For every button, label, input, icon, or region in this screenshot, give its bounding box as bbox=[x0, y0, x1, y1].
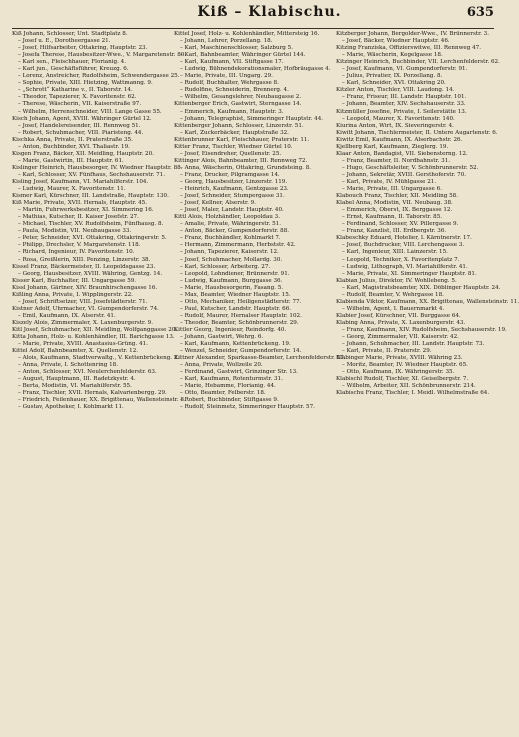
directory-entry: Klabinger Marie, Private, XVIII. Währing 23. bbox=[336, 355, 463, 362]
directory-entry: Kissel Franz, Bäckermeister, II. Leopoldsgasse 23. bbox=[12, 263, 156, 270]
directory-entry: – Johann, Beamter, XIV. Sechshauserstr. 33. bbox=[342, 101, 466, 108]
directory-entry: – Karl, Kaufmann, Kettenbrückeng. 19. bbox=[180, 341, 291, 348]
directory-entry: – Franz, Friseur, III. Landstr. Hauptstr. 101. bbox=[342, 94, 467, 101]
directory-entry: – Karl, Maschinenschlosser, Salzburg 5. bbox=[180, 45, 293, 52]
directory-entry: Kitzberger Johann, Bergolder-Wwe., IV. Brünnerstr. 3. bbox=[336, 31, 490, 37]
directory-entry: – Michael, Tischler, XV. Rudolfsheim, Fünfhausg. 8. bbox=[18, 221, 164, 228]
directory-entry: – Marie, Hausbesorgerin, Fasang. 5. bbox=[180, 284, 284, 291]
directory-entry: – Marie, Private, III. Ungargasse 6. bbox=[342, 186, 442, 193]
directory-entry: Kittler Georg, Ingenieur, Reindorfg. 40. bbox=[174, 326, 287, 333]
directory-entry: Kitzmüller Josefine, Private, I. Seilerstätte 13. bbox=[336, 108, 467, 115]
directory-entry: – Josef, Hilfsarbeiter, Ottakring, Hauptstr. 23. bbox=[18, 45, 148, 52]
directory-entry: – Josef, Schneider, Stumpergasse 31. bbox=[180, 193, 285, 200]
running-head-title: Kiß – Klabischu. bbox=[197, 4, 342, 20]
directory-entry: – Rudolf, Steinmetz, Simmeringer Hauptstr. 57. bbox=[180, 404, 315, 411]
directory-entry: – Marie, Private, III. Ungarg. 29. bbox=[180, 73, 273, 80]
directory-entry: – Ludwig, Kaufmann, Burggasse 36. bbox=[180, 277, 283, 284]
directory-entry: Kittenberger Erich, Gastwirt, Sterngasse 14. bbox=[174, 101, 302, 108]
directory-entry: – Karl, Kaufmann, VII. Stiftgasse 17. bbox=[180, 59, 284, 66]
directory-entry: – Heinrich, Kaufmann, Gentzgasse 23. bbox=[180, 186, 289, 193]
directory-entry: – Wilhelm, Agent, I. Bauernmarkt 4. bbox=[342, 305, 445, 312]
directory-entry: – Ludwig, Maurer, X. Favoritenstr. 11. bbox=[18, 186, 126, 193]
directory-entry: – Josef, Kellner, Alserstr. 9. bbox=[180, 200, 256, 207]
directory-entry: Kitzler Anton, Tischler, VIII. Laudong. 14. bbox=[336, 87, 455, 94]
directory-entry: – Karl, Private, II. Praterstr. 29. bbox=[342, 348, 432, 355]
directory-entry: Klabing Anna, Private, X. Laxenburgerstr. 43. bbox=[336, 319, 466, 326]
directory-entry: – Alois, Kaufmann, Stadtverwaltg., V. Kettenbrückeng. 2. bbox=[18, 355, 180, 362]
directory-entry: – Johann, Gastwirt, Wehrg. 6. bbox=[180, 334, 264, 341]
directory-entry: – Max, Beamter, Wiedner Hauptstr. 15. bbox=[180, 291, 291, 298]
directory-entry: – „Schrott“ Katharine v., II. Taborstr. 14. bbox=[18, 87, 133, 94]
directory-entry: – Karl sen., Fleischhauer, Florianig. 4. bbox=[18, 59, 126, 66]
directory-entry: – Lorenz, Anstreicher, Rudolfsheim, Schwendergasse 25. bbox=[18, 73, 180, 80]
directory-entry: – Karl, Ingenieur, XIII. Lainzerstr. 15. bbox=[342, 249, 448, 256]
directory-columns bbox=[12, 31, 519, 731]
directory-entry: – August, Hauptmann, III. Radetzkystr. 4. bbox=[18, 376, 136, 383]
directory-entry: – Josef, Handelsreisender, III. Rennweg 51. bbox=[18, 122, 141, 129]
directory-entry: – Anna, Private, I. Schottenring 18. bbox=[18, 362, 118, 369]
directory-entry: Kitzinger Heinrich, Buchbinder, VII. Lerchenfelderstr. 62. bbox=[336, 59, 500, 66]
directory-entry: Klaar Anton, Bandagist, VII. Siebensterng. 12. bbox=[336, 150, 468, 157]
directory-entry: – Paula, Modistin, VII. Neubaugasse 33. bbox=[18, 228, 132, 235]
page-header bbox=[12, 0, 494, 26]
directory-entry: – Otto, Beamter, Felberstr. 18. bbox=[180, 390, 266, 397]
directory-entry: Kiurina Anton, Wirt, IX. Sieveringerstr. 4. bbox=[336, 122, 454, 129]
directory-entry: – Franz, Beamter, II. Nordbahnstr. 31. bbox=[342, 157, 451, 164]
directory-entry: – Karl, Kaufmann, Rotenturmstr. 31. bbox=[180, 376, 283, 383]
directory-entry: Kislinger Heinrich, Hausbesorger, IV. Wiedner Hauptstr. 88. bbox=[12, 164, 183, 171]
directory-entry: Klabouch Franz, Tischler, XII. Meidling 58. bbox=[336, 193, 459, 200]
directory-entry: – Ernst, Kaufmann, II. Taborstr. 85. bbox=[342, 214, 443, 221]
directory-entry: – Otto, Mechaniker, Heiligenstädterstr. 77. bbox=[180, 298, 302, 305]
directory-entry: – Otto, Kaufmann, IX. Währingerstr. 35. bbox=[342, 369, 455, 376]
directory-entry: Kisgen Franz, Bäcker, XII. Meidling, Hauptstr. 20. bbox=[12, 150, 154, 157]
directory-entry: – Marie, Private, XVIII. Anastasius-Grüng. 41. bbox=[18, 341, 148, 348]
directory-entry: Kismer Karl, Kürschner, III. Landstraße, Hauptstr. 130. bbox=[12, 193, 169, 200]
directory-entry: – Marie, Private, XI. Simmeringer Hauptstr. 81. bbox=[342, 270, 477, 277]
directory-entry: Klabel Anna, Modistin, VII. Neubaug. 38. bbox=[336, 200, 453, 207]
directory-entry: – Johann, Telegraphist, Simmeringer Hauptstr. 44. bbox=[180, 115, 324, 122]
directory-entry: – Ludwig, Lithograph, VI. Mariahilferstr. 41. bbox=[342, 263, 468, 270]
directory-entry: – Josef, Buchdrucker, VIII. Lerchengasse 3. bbox=[342, 242, 465, 249]
directory-entry: – Therese, Wäscherin, VII. Kaiserstraße 97. bbox=[18, 101, 142, 108]
directory-entry: – Josef, Eisendreher, Quellenstr. 25. bbox=[180, 150, 282, 157]
directory-entry: – Marie, Hebamme, Florianig. 44. bbox=[180, 383, 276, 390]
directory-entry: Kiß Marie, Private, XVII. Hernals, Hauptstr. 45. bbox=[12, 200, 147, 207]
directory-entry: Kjellberg Karl, Kaufmann, Zieglerg. 19. bbox=[336, 143, 449, 150]
directory-entry: – Johann, Sekretär, XVIII. Gersthoferstr. 70. bbox=[342, 171, 467, 178]
directory-entry: – Anna, Wäscherin, Ottakring, Grundsteing. 8. bbox=[180, 164, 312, 171]
directory-entry: – Emmerich, Oberst, IX. Berggasse 12. bbox=[342, 207, 453, 214]
directory-entry: Kiwitt Johann, Tischlermeister, II. Untere Augartenstr. 6. bbox=[336, 129, 498, 136]
directory-entry: Kißling Anna, Private, I. Wipplingerstr. 22. bbox=[12, 291, 133, 298]
directory-entry: – Karl, Bahnbeamter, Währinger Gürtel 144. bbox=[180, 52, 306, 59]
directory-entry: – Theodor, Tapezierer, X. Favoritenstr. 62. bbox=[18, 94, 137, 101]
directory-entry: Kischka Anna, Private, II. Praterstraße 35. bbox=[12, 136, 133, 143]
directory-entry: Kittenberger Johann, Schlosser, Linzerstr. 51. bbox=[174, 122, 304, 129]
directory-entry: – Friedrich, Feilenhauer, XX. Brigittenau, Wallensteinstr. 8. bbox=[18, 397, 186, 404]
directory-entry: – Wilhelm, Herrenschneider, VIII. Lange Gasse 55. bbox=[18, 108, 162, 115]
directory-entry: – Georg, Hausbesitzer, XVIII. Währing, Gentzg. 14. bbox=[18, 270, 163, 277]
directory-entry: – Josef, Schriftsetzer, VIII. Josefstädterstr. 71. bbox=[18, 298, 148, 305]
directory-entry: Klabier Josef, Kürschner, VII. Burggasse 64. bbox=[336, 312, 461, 319]
directory-entry: Kiwitz Emil, Kaufmann, IX. Alserbachstr. 26. bbox=[336, 136, 463, 143]
directory-entry: – Karl, Private, IV. Mühlgasse 21. bbox=[342, 178, 437, 185]
directory-entry: – Franz, Buchhändler, Kohlmarkt 7. bbox=[180, 235, 281, 242]
directory-entry: – Karl, Zuckerbäcker, Hauptstraße 32. bbox=[180, 129, 289, 136]
directory-entry: Kitl Josef, Schuhmacher, XII. Meidling, Wolfganggasse 20. bbox=[12, 326, 178, 333]
directory-entry: – Karl, Schneider, XVI. Ottakring 20. bbox=[342, 80, 446, 87]
directory-entry: – Rudolf, Beamter, V. Wehrgasse 18. bbox=[342, 291, 444, 298]
directory-entry: – Paul, Kutscher, Landstr. Hauptstr. 66. bbox=[180, 305, 292, 312]
directory-entry: Kissl Johann, Gärtner, XIV. Braunhirschengasse 16. bbox=[12, 284, 158, 291]
directory-entry: Kittel Adolf, Bahnbeamter, X. Quellenstr. 12. bbox=[12, 348, 139, 355]
directory-entry: – Johann, Schuhmacher, III. Landstr. Hauptstr. 73. bbox=[342, 341, 485, 348]
directory-entry: – Johann, Tapezierer, Kaiserstr. 12. bbox=[180, 249, 279, 256]
directory-entry: – Karl, Schlosser, Arbeiterg. 27. bbox=[180, 263, 271, 270]
directory-entry: – Berta, Modistin, VI. Mariahilferstr. 55. bbox=[18, 383, 132, 390]
directory-entry: – Robert, Schuhmacher, VIII. Piaristeng. 44. bbox=[18, 129, 144, 136]
directory-entry: – Franz, Kaufmann, XIV. Rudolfsheim, Sechshauserstr. 19. bbox=[342, 326, 507, 333]
directory-entry: Klabischl Rudolf, Tischler, XI. Geiselbergstr. 7. bbox=[336, 376, 469, 383]
directory-entry: – Anton, Schlosser, XVI. Neulerchenfelderstr. 63. bbox=[18, 369, 157, 376]
directory-entry: – Rudolfine, Schneiderin, Brennerg. 4. bbox=[180, 87, 289, 94]
directory-entry: – Karl, Magistratsbeamter, XIX. Döblinger Hauptstr. 24. bbox=[342, 284, 501, 291]
directory-entry: Kisling Josef, Kaufmann, VI. Mariahilferstr. 104. bbox=[12, 178, 149, 185]
directory-entry: – Richard, Ingenieur, IV. Favoritenstr. 10. bbox=[18, 249, 135, 256]
directory-entry: – Josef, Kaufmann, VI. Gumpendorferstr. 91. bbox=[342, 66, 468, 73]
directory-entry: – Anton, Bäcker, Gumpendorferstr. 88. bbox=[180, 228, 290, 235]
directory-entry: – Sophie, Private, XIII. Hietzing, Wattmanng. 9. bbox=[18, 80, 153, 87]
directory-entry: – Josef, Schuhmacher, Mollardg. 30. bbox=[180, 256, 283, 263]
directory-entry: – Georg, Zimmermaler, VII. Kaiserstr. 42. bbox=[342, 334, 459, 341]
directory-entry: – Franz, Kanzlist, III. Erdbergstr. 36. bbox=[342, 228, 447, 235]
directory-entry: – Josef u. E., Dorotheergasse 21. bbox=[18, 38, 111, 45]
directory-entry: – Josef, Maler, Landstr. Hauptstr. 40. bbox=[180, 207, 284, 214]
directory-entry: – Hermann, Zimmermann, Herbststr. 42. bbox=[180, 242, 296, 249]
directory-entry: – Wilhelm, Arbeiter, XII. Schönbrunnerstr. 214. bbox=[342, 383, 476, 390]
directory-entry: Kisch Johann, Agent, XVIII. Währinger Gürtel 12. bbox=[12, 115, 152, 122]
directory-entry: Kistner Adolf, Uhrmacher, VI. Gumpendorferstr. 74. bbox=[12, 305, 159, 312]
directory-entry: Kittinger Alois, Bahnbeamter, III. Rennweg 72. bbox=[174, 157, 308, 164]
directory-entry: – Ferdinand, Gastwirt, Grinzinger Str. 13. bbox=[180, 369, 298, 376]
directory-entry: – Leopold, Maurer, X. Favoritenstr. 140. bbox=[342, 115, 455, 122]
directory-entry: Kisser Karl, Buchhalter, III. Ungargasse 59. bbox=[12, 277, 137, 284]
directory-entry: – Ferdinand, Schlosser, XV. Pillergasse 9. bbox=[342, 221, 459, 228]
directory-entry: – Anton, Buchbinder, XVI. Thaliastr. 19. bbox=[18, 143, 130, 150]
header-rule bbox=[12, 28, 494, 29]
directory-entry: – Moritz, Beamter, IV. Wiedner Hauptstr. 65. bbox=[342, 362, 468, 369]
directory-entry: – Philipp, Drechsler, V. Margaretenstr. 118. bbox=[18, 242, 141, 249]
directory-entry: – Emil, Kaufmann, IX. Alserstr. 41. bbox=[18, 312, 116, 319]
directory-entry: Kittner Alexander, Sparkasse-Beamter, Lerchenfelderstr. 57. bbox=[174, 355, 346, 362]
directory-entry: – Leopold, Techniker, X. Favoritenplatz 7. bbox=[342, 256, 460, 263]
directory-entry: Kiszely Alois, Zimmermaler, X. Laxenburgerstr. 9. bbox=[12, 319, 154, 326]
directory-column-2 bbox=[174, 31, 346, 731]
directory-entry: – Leopold, Lohndiener, Brünnerstr. 91. bbox=[180, 270, 290, 277]
directory-entry: – Marie, Gastwirtin, III. Hauptstr. 61. bbox=[18, 157, 124, 164]
directory-entry: – Rudolf, Buchhalter, Wehrgasse 8. bbox=[180, 80, 279, 87]
directory-entry: – Marie, Wäscherin, Kegelgasse 18. bbox=[342, 52, 443, 59]
directory-entry: – Franz, Tischler, XVII. Hernals, Kalvarienbergg. 29. bbox=[18, 390, 167, 397]
directory-entry: Klabischu Franz, Tischler, I. Meidl. Wilhelmstraße 64. bbox=[336, 390, 490, 397]
directory-entry: Kitter Franz, Tischler, Wiedner Gürtel 10. bbox=[174, 143, 293, 150]
directory-entry: – Martin, Fuhrwerksbesitzer, XI. Simmering 16. bbox=[18, 207, 154, 214]
directory-entry: – Johann, Lehrer, Porzellang. 18. bbox=[180, 38, 273, 45]
directory-entry: – Hugo, Geschäftsleiter, V. Schönbrunnerstr. 52. bbox=[342, 164, 479, 171]
directory-entry: Kitta Johann, Holz- u. Kohlenhändler, III. Barichgasse 13. bbox=[12, 334, 175, 341]
directory-entry: – Ludwig, Bühnendekorationsmaler, Hofbräugasse 4. bbox=[180, 66, 331, 73]
directory-entry: Klabienda Viktor, Kaufmann, XX. Brigittenau, Wallensteinstr. 11. bbox=[336, 298, 519, 305]
directory-entry: Kittl Alois, Holzhändler, Leopoldau 3. bbox=[174, 214, 281, 221]
directory-column-3 bbox=[336, 31, 519, 731]
directory-entry: – Mathias, Kutscher, II. Kaiser Josefstr. 27. bbox=[18, 214, 139, 221]
directory-entry: – Theodor, Beamter, Schönbrunnerstr. 29. bbox=[180, 319, 299, 326]
directory-entry: Kiß Johann, Schlosser, Unt. Stadtplatz 8. bbox=[12, 31, 128, 37]
directory-entry: Klabian Julius, Direktor, IV. Wohllebeng. 5. bbox=[336, 277, 457, 284]
directory-column-1 bbox=[12, 31, 187, 731]
directory-entry: – Josefa Therese, Hausbesitzer-Wwe., V. Margaretenstr. 80. bbox=[18, 52, 187, 59]
page-number: 635 bbox=[466, 5, 494, 20]
directory-entry: – Rudolf, Maurer, Hernalser Hauptstr. 102. bbox=[180, 312, 302, 319]
directory-entry: Kitzing Franziska, Offizierswitwe, III. Rennweg 47. bbox=[336, 45, 481, 52]
directory-entry: Kittenbrunner Karl, Fleischhauer, Praterstr. 11. bbox=[174, 136, 310, 143]
directory-entry: – Emmerich, Kaufmann, Hauptstr. 3. bbox=[180, 108, 284, 115]
directory-entry: Kittel Josef, Holz- u. Kohlenhändler, Mittersteig 16. bbox=[174, 31, 320, 37]
directory-entry: – Anna, Private, Wollzeile 20. bbox=[180, 362, 263, 369]
directory-entry: – Karl, Schlosser, XV. Fünfhaus, Sechshauserstr. 71. bbox=[18, 171, 165, 178]
directory-entry: – Robert, Buchbinder, Stiftgasse 9. bbox=[180, 397, 279, 404]
directory-entry: – Rosa, Greißlerin, XIII. Penzing, Linzerstr. 38. bbox=[18, 256, 151, 263]
directory-entry: – Franz, Drucker, Pilgramgasse 14. bbox=[180, 171, 280, 178]
directory-entry: – Peter, Schneider, XVI. Ottakring, Ottakringerstr. 5. bbox=[18, 235, 167, 242]
directory-entry: – Gustav, Apotheker, I. Kohlmarkt 11. bbox=[18, 404, 124, 411]
directory-entry: – Georg, Hausbesitzer, Linzerstr. 119. bbox=[180, 178, 288, 185]
directory-entry: – Amalie, Private, Währingerstr. 51. bbox=[180, 221, 281, 228]
directory-entry: – Wilhelm, Gesangslehrer, Neubaugasse 2. bbox=[180, 94, 302, 101]
directory-entry: – Josef, Bäcker, Wiedner Hauptstr. 46. bbox=[342, 38, 450, 45]
directory-entry: – Julius, Privatier, IX. Porzellang. 8. bbox=[342, 73, 443, 80]
directory-entry: – Karl jun., Geschäftsführer, Kreuzg. 6. bbox=[18, 66, 129, 73]
directory-entry: Klabeschky Eduard, Hotelier, I. Kärntnerstr. 17. bbox=[336, 235, 472, 242]
directory-entry: – Wenzel, Schneider, Gumpendorferstr. 14. bbox=[180, 348, 302, 355]
